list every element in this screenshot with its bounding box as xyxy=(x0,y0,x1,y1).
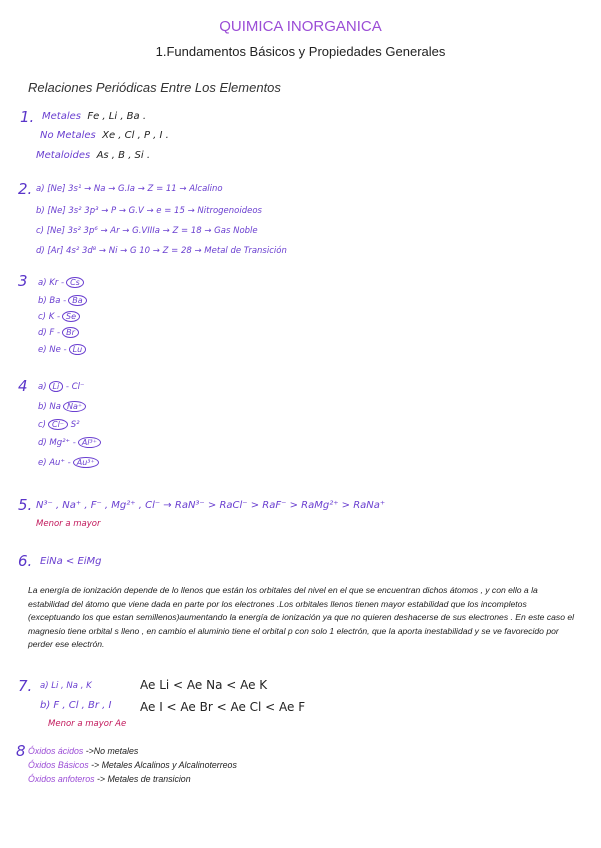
q2-line-a: a) [Ne] 3s¹ → Na → G.Ia → Z = 11 → Alcalino xyxy=(36,184,223,194)
q1-line-3: Metaloides As , B , Si . xyxy=(36,150,151,161)
q3-line-b: b) Ba - Ba xyxy=(38,295,87,306)
q8-line-anfoteros: Óxidos anfoteros -> Metales de transicion xyxy=(28,774,191,784)
q3-line-c: c) K - Se xyxy=(38,311,80,322)
q2-line-b: b) [Ne] 3s² 3p³ → P → G.V → e = 15 → Nitrogenoideos xyxy=(36,206,262,216)
q3-line-a: a) Kr - Cs xyxy=(38,277,84,288)
q7-number: 7. xyxy=(18,677,33,695)
q5-note: Menor a mayor xyxy=(36,519,101,529)
q4-line-e: e) Au⁺ - Au³⁺ xyxy=(38,457,99,468)
q1-line-2: No Metales Xe , Cl , P , I . xyxy=(40,130,169,141)
section-heading: Relaciones Periódicas Entre Los Elementos xyxy=(28,80,281,95)
q4-line-c: c) Cl⁻ S² xyxy=(38,420,80,430)
q4-line-b: b) Na Na⁺ xyxy=(38,401,86,412)
q4-line-d: d) Mg²⁺ - Al³⁺ xyxy=(38,437,101,448)
q4-line-a: a) Li - Cl⁻ xyxy=(38,382,85,392)
q8-line-basicos: Óxidos Básicos -> Metales Alcalinos y Alcalinoterreos xyxy=(28,760,237,770)
page-subtitle: 1.Fundamentos Básicos y Propiedades Generales xyxy=(155,44,446,59)
q1-number: 1. xyxy=(20,108,35,126)
q7-b-right: Ae I < Ae Br < Ae Cl < Ae F xyxy=(140,700,306,714)
q4-number: 4 xyxy=(18,377,28,395)
q3-line-e: e) Ne - Lu xyxy=(38,344,86,355)
q2-line-c: c) [Ne] 3s² 3p⁶ → Ar → G.VIIIa → Z = 18 → Gas Noble xyxy=(36,226,258,236)
q7-a-right: Ae Li < Ae Na < Ae K xyxy=(140,678,268,692)
q5-line: N³⁻ , Na⁺ , F⁻ , Mg²⁺ , Cl⁻ → RaN³⁻ > RaCl⁻ > RaF⁻ > RaMg²⁺ > RaNa⁺ xyxy=(36,500,386,511)
q8-line-acidos: Óxidos ácidos ->No metales xyxy=(28,746,139,756)
q2-line-d: d) [Ar] 4s² 3d⁸ → Ni → G 10 → Z = 28 → Metal de Transición xyxy=(36,246,287,256)
q7-a-left: a) Li , Na , K xyxy=(40,681,92,691)
q7-b-left: b) F , Cl , Br , I xyxy=(40,700,112,711)
q6-number: 6. xyxy=(18,552,33,570)
q5-number: 5. xyxy=(18,496,33,514)
q8-number: 8 xyxy=(16,742,26,760)
page-title: QUIMICA INORGANICA xyxy=(219,18,382,35)
q6-line: EiNa < EiMg xyxy=(40,556,102,567)
q3-number: 3 xyxy=(18,272,28,290)
q2-number: 2. xyxy=(18,180,33,198)
q7-note: Menor a mayor Ae xyxy=(48,719,127,729)
q1-line-1: Metales Fe , Li , Ba . xyxy=(42,111,147,122)
q3-line-d: d) F - Br xyxy=(38,327,79,338)
q6-paragraph: La energía de ionización depende de lo llenos que están los orbitales del nivel en el que se encuentran dichos átomos , y con ello a la estabilidad del átomo que viene dada en parte por los electrones .Los orbitales llenos tienen mayor estabilidad que los incompletos (exceptuando los que estan semillenos)aumentando la energía de ionización ya que no quieren deshacerse de sus electrones . En este caso el magnesio tiene orbital s lleno , en cambio el aluminio tiene el orbital p con solo 1 electrón, que la aporta inestabilidad y se ve favorecido por perder ese electrón. xyxy=(28,585,575,649)
